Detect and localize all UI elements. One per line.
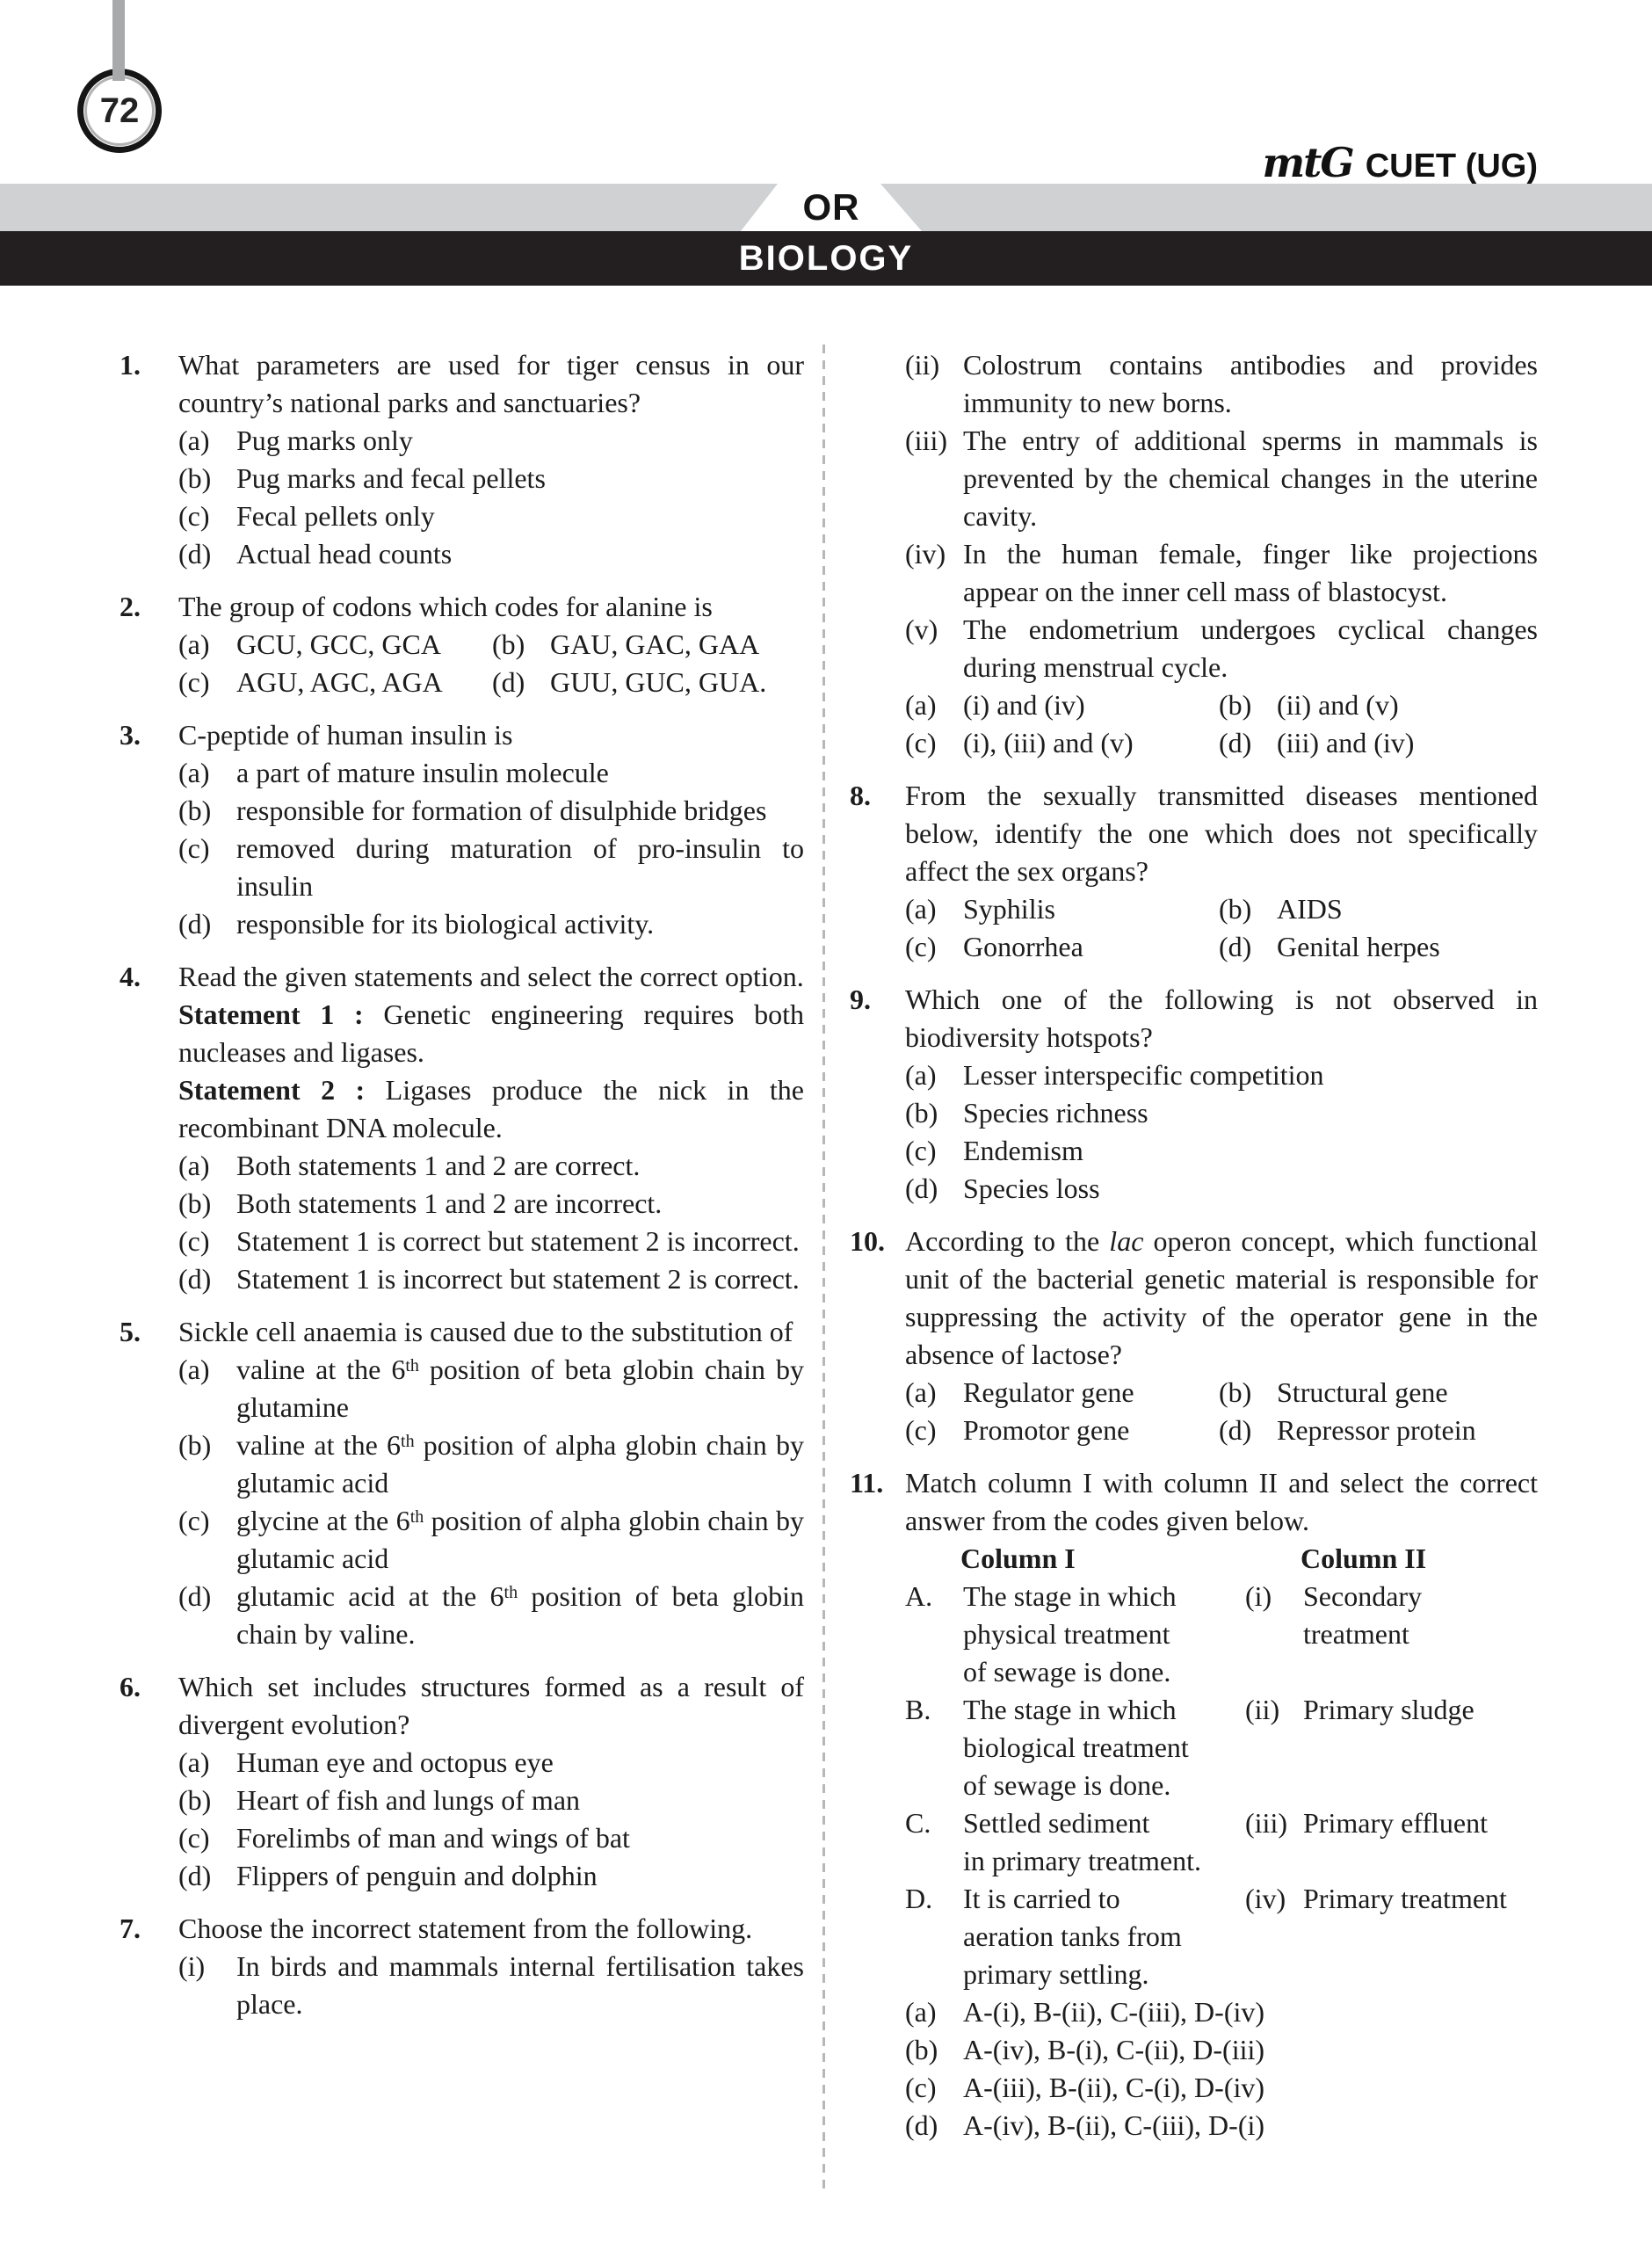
match-left-text: The stage in which physical treatment of sewage is done.: [963, 1580, 1177, 1688]
match-row: [905, 1804, 1538, 1880]
statement: [178, 1071, 804, 1147]
option-text: Flippers of penguin and dolphin: [236, 1860, 598, 1891]
question-body: [905, 346, 1538, 762]
option: [905, 1094, 1538, 1132]
option-text: a part of mature insulin molecule: [236, 757, 609, 788]
match-row: [905, 1691, 1538, 1804]
question-body: [178, 716, 804, 943]
list-item-text: In birds and mammals internal fertilisation takes place.: [236, 1950, 804, 2020]
question-number: 10.: [850, 1225, 885, 1257]
question-text: What parameters are used for tiger census in our country’s national parks and sanctuaries?: [178, 349, 804, 418]
option: [905, 1412, 1219, 1449]
option: [178, 1502, 804, 1578]
option-text: (i), (iii) and (v): [963, 727, 1134, 758]
question-number: 6.: [120, 1671, 141, 1702]
list-item-label: (iv): [905, 538, 946, 570]
option-label: (b): [905, 1097, 938, 1129]
question-number: [850, 346, 905, 762]
option-label: (a): [905, 893, 937, 925]
option-label: (a): [905, 1059, 937, 1091]
match-right-label: (i): [1245, 1580, 1272, 1612]
option-text: Endemism: [963, 1135, 1083, 1166]
option-text: glutamic acid at the 6th position of beta globin chain by valine.: [236, 1580, 804, 1650]
option-label: (a): [178, 1354, 210, 1385]
match-right-label: (iv): [1245, 1883, 1286, 1914]
match-right-text: Secondary treatment: [1303, 1580, 1423, 1650]
option: [178, 664, 492, 701]
option: [178, 626, 492, 664]
list-item: [905, 535, 1538, 611]
option-text: A-(iii), B-(ii), C-(i), D-(iv): [963, 2072, 1265, 2103]
list-item: [905, 346, 1538, 422]
option-label: (a): [178, 425, 210, 456]
option-label: (d): [178, 538, 212, 570]
option-text: Syphilis: [963, 893, 1055, 925]
option-label: (b): [178, 1187, 212, 1219]
match-left-label: D.: [905, 1883, 933, 1914]
option-row: [905, 928, 1538, 966]
option: [178, 830, 804, 905]
option: [178, 905, 804, 943]
question-text: Read the given statements and select the correct option.: [178, 961, 804, 992]
match-left-text: Settled sediment in primary treatment.: [963, 1807, 1202, 1876]
option-label: (c): [905, 1414, 937, 1446]
match-row: [905, 1578, 1538, 1691]
option-label: (a): [178, 628, 210, 660]
option-text: Promotor gene: [963, 1414, 1130, 1446]
option-label: (d): [1219, 727, 1252, 758]
option-label: (b): [1219, 1376, 1252, 1408]
statement-label: Statement 1 :: [178, 998, 364, 1030]
section-title: BIOLOGY: [738, 238, 914, 278]
option: [178, 1744, 804, 1782]
option-text: (iii) and (iv): [1277, 727, 1415, 758]
list-item-text: Colostrum contains antibodies and provides immunity to new borns.: [963, 349, 1538, 418]
option: [905, 2031, 1538, 2069]
question-body: [905, 777, 1538, 966]
option-text: GUU, GUC, GUA.: [550, 666, 767, 698]
mtg-logo-script: mtG: [1262, 139, 1353, 186]
option-label: (b): [905, 2034, 938, 2065]
option-label: (b): [178, 462, 212, 494]
question-body: [178, 1910, 804, 2023]
question-text: Sickle cell anaemia is caused due to the substitution of: [178, 1316, 793, 1347]
question-text: C-peptide of human insulin is: [178, 719, 513, 751]
option-text: glycine at the 6th position of alpha globin chain by glutamic acid: [236, 1505, 805, 1574]
match-column-header-1: Column I: [960, 1542, 1076, 1574]
or-label: OR: [802, 186, 860, 228]
option: [1219, 1374, 1538, 1412]
option-label: (c): [178, 1225, 210, 1257]
question: [850, 1464, 1538, 2145]
option: [905, 1056, 1538, 1094]
option-text: responsible for formation of disulphide bridges: [236, 795, 767, 826]
match-left-text: It is carried to aeration tanks from primary settling.: [963, 1883, 1182, 1990]
option: [1219, 928, 1538, 966]
list-item-label: (ii): [905, 349, 940, 381]
question-text: Which one of the following is not observed in biodiversity hotspots?: [905, 983, 1538, 1053]
option: [178, 1351, 804, 1426]
option-text: Heart of fish and lungs of man: [236, 1784, 581, 1816]
option: [905, 2069, 1538, 2107]
match-right-text: Primary effluent: [1303, 1807, 1489, 1839]
option: [1219, 686, 1538, 724]
option-text: Repressor protein: [1277, 1414, 1476, 1446]
question-text: Which set includes structures formed as a result of divergent evolution?: [178, 1671, 804, 1740]
match-column-header-2: Column II: [1301, 1542, 1427, 1574]
option-label: (c): [178, 1505, 210, 1536]
option-text: AGU, AGC, AGA: [236, 666, 443, 698]
option-row: [905, 686, 1538, 724]
option-text: A-(iv), B-(i), C-(ii), D-(iii): [963, 2034, 1265, 2065]
list-item-text: The entry of additional sperms in mammals is prevented by the chemical changes in the uterine cavity.: [963, 425, 1538, 532]
option-label: (d): [178, 1263, 212, 1295]
option-label: (d): [178, 908, 212, 940]
option-text: Forelimbs of man and wings of bat: [236, 1822, 630, 1854]
statement-text: Ligases produce the nick in the recombinant DNA molecule.: [178, 1074, 805, 1143]
questions-left-column: [120, 346, 804, 2038]
option-text: responsible for its biological activity.: [236, 908, 655, 940]
option-label: (a): [178, 1746, 210, 1778]
match-left-text: The stage in which biological treatment of sewage is done.: [963, 1694, 1189, 1801]
option: [178, 754, 804, 792]
question-number: 3.: [120, 719, 141, 751]
option-label: (b): [1219, 689, 1252, 721]
question-body: [178, 588, 804, 701]
option: [1219, 724, 1538, 762]
option-label: (a): [905, 689, 937, 721]
option-label: (c): [178, 666, 210, 698]
option-row: [905, 1374, 1538, 1412]
option: [905, 1132, 1538, 1170]
question: [120, 1668, 804, 1895]
option-label: (d): [1219, 1414, 1252, 1446]
option-row: [178, 664, 804, 701]
option-text: Species richness: [963, 1097, 1148, 1129]
option: [905, 1993, 1538, 2031]
option-label: (d): [178, 1580, 212, 1612]
option: [905, 890, 1219, 928]
option-text: GAU, GAC, GAA: [550, 628, 760, 660]
question: [120, 716, 804, 943]
option-text: Species loss: [963, 1172, 1100, 1204]
question-number: 2.: [120, 591, 141, 622]
question: [850, 981, 1538, 1208]
question: [850, 1223, 1538, 1449]
option-label: (b): [1219, 893, 1252, 925]
option: [178, 460, 804, 497]
option-label: (d): [492, 666, 525, 698]
list-item: [178, 1948, 804, 2023]
statement-text: Genetic engineering requires both nucleases and ligases.: [178, 998, 804, 1068]
option-text: valine at the 6th position of alpha globin chain by glutamic acid: [236, 1429, 805, 1499]
question-number: 11.: [850, 1467, 884, 1499]
option-text: Pug marks and fecal pellets: [236, 462, 546, 494]
list-item-label: (i): [178, 1950, 206, 1982]
option-label: (c): [178, 1822, 210, 1854]
match-left-label: A.: [905, 1580, 933, 1612]
option-label: (b): [492, 628, 525, 660]
question: [850, 777, 1538, 966]
question-text: From the sexually transmitted diseases mentioned below, identify the one which does not specifically affect the sex organs?: [905, 780, 1538, 887]
option-text: Fecal pellets only: [236, 500, 435, 532]
option-text: Structural gene: [1277, 1376, 1448, 1408]
option-text: Genital herpes: [1277, 931, 1440, 962]
option-label: (b): [178, 795, 212, 826]
option: [905, 686, 1219, 724]
option-text: Pug marks only: [236, 425, 413, 456]
page-number-badge: [77, 69, 162, 153]
list-item-label: (iii): [905, 425, 947, 456]
option: [1219, 890, 1538, 928]
match-left-label: B.: [905, 1694, 931, 1725]
option-label: (b): [178, 1784, 212, 1816]
option-text: (i) and (iv): [963, 689, 1085, 721]
option: [178, 497, 804, 535]
option: [178, 1857, 804, 1895]
option: [178, 535, 804, 573]
match-right-label: (ii): [1245, 1694, 1280, 1725]
match-right-text: Primary treatment: [1303, 1883, 1507, 1914]
top-gray-line: [112, 0, 125, 81]
option-text: Gonorrhea: [963, 931, 1083, 962]
option: [178, 1260, 804, 1298]
option-text: GCU, GCC, GCA: [236, 628, 441, 660]
option-text: Lesser interspecific competition: [963, 1059, 1324, 1091]
option-text: AIDS: [1277, 893, 1343, 925]
option-row: [905, 890, 1538, 928]
option-text: Actual head counts: [236, 538, 453, 570]
option-text: Statement 1 is incorrect but statement 2 is correct.: [236, 1263, 800, 1295]
option: [178, 1782, 804, 1819]
column-divider: [822, 345, 825, 2188]
option-label: (c): [178, 832, 210, 864]
question-text: Choose the incorrect statement from the following.: [178, 1912, 753, 1944]
option-label: (a): [905, 1996, 937, 2028]
page-number: 72: [99, 91, 140, 130]
option: [905, 1374, 1219, 1412]
option: [178, 1426, 804, 1502]
option-row: [905, 724, 1538, 762]
option-text: removed during maturation of pro-insulin to insulin: [236, 832, 804, 902]
question: [120, 1313, 804, 1653]
question-body: [178, 958, 804, 1298]
list-item-text: In the human female, finger like projections appear on the inner cell mass of blastocyst.: [963, 538, 1538, 607]
option-text: Human eye and octopus eye: [236, 1746, 554, 1778]
option: [178, 1819, 804, 1857]
questions-right-column: [850, 346, 1538, 2159]
option-text: Statement 1 is correct but statement 2 is incorrect.: [236, 1225, 800, 1257]
list-item-label: (v): [905, 613, 938, 645]
match-right-label: (iii): [1245, 1807, 1287, 1839]
question-body: [905, 1464, 1538, 2145]
option: [492, 626, 804, 664]
option-text: (ii) and (v): [1277, 689, 1399, 721]
option: [905, 2107, 1538, 2145]
option-label: (d): [905, 1172, 938, 1204]
question-body: [178, 1668, 804, 1895]
question-body: [178, 346, 804, 573]
list-item-text: The endometrium undergoes cyclical changes during menstrual cycle.: [963, 613, 1538, 683]
option-label: (b): [178, 1429, 212, 1461]
option-text: A-(i), B-(ii), C-(iii), D-(iv): [963, 1996, 1265, 2028]
option-text: valine at the 6th position of beta globin chain by glutamine: [236, 1354, 804, 1423]
option: [178, 1578, 804, 1653]
question-body: [178, 1313, 804, 1653]
option: [905, 928, 1219, 966]
option: [178, 1223, 804, 1260]
option: [905, 724, 1219, 762]
option-label: (a): [178, 757, 210, 788]
list-item: [905, 611, 1538, 686]
option-label: (c): [905, 931, 937, 962]
question: [120, 1910, 804, 2023]
question-text: Match column I with column II and select the correct answer from the codes given below.: [905, 1467, 1538, 1536]
option-label: (d): [1219, 931, 1252, 962]
statement-label: Statement 2 :: [178, 1074, 366, 1106]
option-text: Regulator gene: [963, 1376, 1134, 1408]
option-label: (d): [178, 1860, 212, 1891]
option: [178, 792, 804, 830]
option: [905, 1170, 1538, 1208]
question-number: 8.: [850, 780, 871, 811]
mtg-logo: [1262, 139, 1538, 186]
question: [120, 346, 804, 573]
option-label: (a): [905, 1376, 937, 1408]
option-label: (c): [178, 500, 210, 532]
match-row: [905, 1880, 1538, 1993]
question-body: [905, 981, 1538, 1208]
question-number: 1.: [120, 349, 141, 381]
question: [120, 588, 804, 701]
question-number: 4.: [120, 961, 141, 992]
option-label: (a): [178, 1150, 210, 1181]
option-label: (c): [905, 1135, 937, 1166]
option-label: (c): [905, 727, 937, 758]
question-number: 7.: [120, 1912, 141, 1944]
list-item: [905, 422, 1538, 535]
option: [492, 664, 804, 701]
question-number: 9.: [850, 983, 871, 1015]
option: [178, 422, 804, 460]
option-row: [905, 1412, 1538, 1449]
option: [178, 1185, 804, 1223]
question-number: 5.: [120, 1316, 141, 1347]
option: [178, 1147, 804, 1185]
brand-text: CUET (UG): [1365, 148, 1538, 185]
option-row: [178, 626, 804, 664]
match-right-text: Primary sludge: [1303, 1694, 1474, 1725]
option-text: A-(iv), B-(ii), C-(iii), D-(i): [963, 2109, 1265, 2141]
question-text: The group of codons which codes for alanine is: [178, 591, 713, 622]
question-body: [905, 1223, 1538, 1449]
match-table-header: [905, 1540, 1538, 1578]
section-bar: [0, 231, 1652, 286]
question-text: According to the lac operon concept, which functional unit of the bacterial genetic material is responsible for suppressing the activity of the operator gene in the absence of lactose?: [905, 1225, 1539, 1370]
statement: [178, 996, 804, 1071]
question: [850, 346, 1538, 762]
option-label: (d): [905, 2109, 938, 2141]
question: [120, 958, 804, 1298]
match-left-label: C.: [905, 1807, 931, 1839]
option: [1219, 1412, 1538, 1449]
option-text: Both statements 1 and 2 are incorrect.: [236, 1187, 663, 1219]
option-text: Both statements 1 and 2 are correct.: [236, 1150, 641, 1181]
option-label: (c): [905, 2072, 937, 2103]
